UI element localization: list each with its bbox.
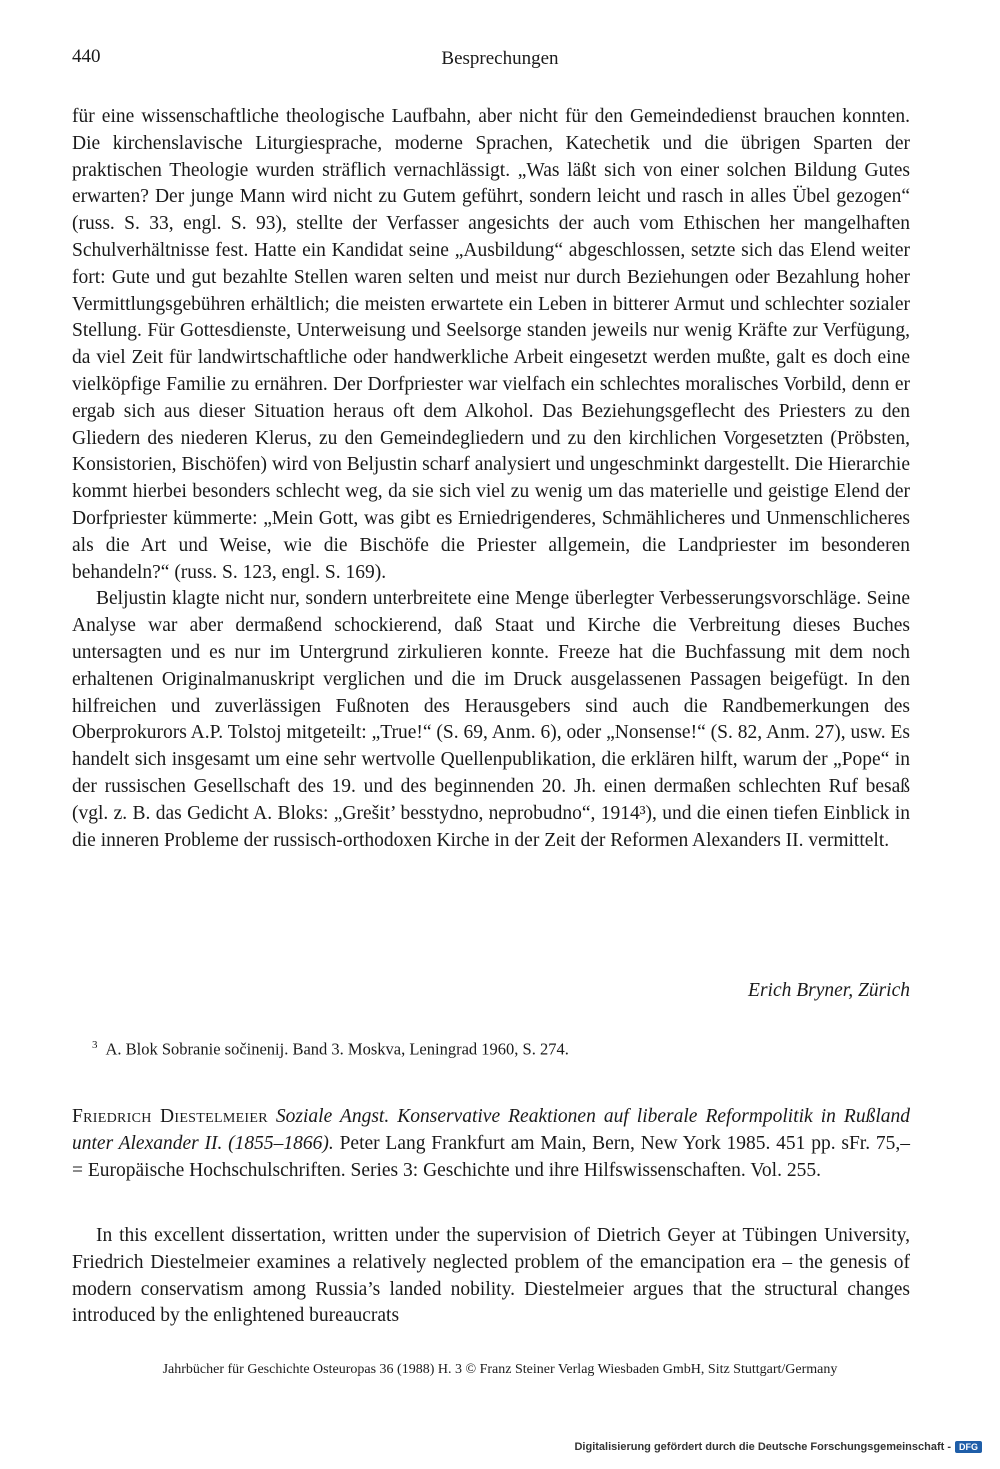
footnote <box>92 1039 569 1060</box>
running-head: Besprechungen <box>441 48 559 69</box>
review-body <box>72 104 910 854</box>
footnote-marker: 3 <box>92 1039 98 1051</box>
footnote-text: A. Blok Sobranie sočinenij. Band 3. Moskva, Leningrad 1960, S. 274. <box>105 1039 569 1059</box>
book-title: Soziale Angst. Konservative Reaktionen auf liberale Reformpolitik in Rußland unter Alexander II. (1855–1866). <box>72 1106 910 1154</box>
bibliographic-entry <box>72 1104 910 1184</box>
review-paragraph: In this excellent dissertation, written under the supervision of Dietrich Geyer at Tübingen University, Friedrich Diestelmeier examines a relatively neglected problem of the emancipation era – the genesis of modern conservatism among Russia’s landed nobility. Diestelmeier argues that the structural changes introduced by the enlightened bureaucrats <box>72 1225 910 1327</box>
dfg-note: Digitalisierung gefördert durch die Deutsche Forschungsgemeinschaft - <box>574 1441 951 1453</box>
book-details: Peter Lang Frankfurt am Main, Bern, New York 1985. 451 pp. sFr. 75,– = Europäische Hochschulschriften. Series 3: Geschichte und ihre Hilfswissenschaften. Vol. 255. <box>72 1132 911 1181</box>
second-review-body <box>72 1223 910 1330</box>
reviewer-signature: Erich Bryner, Zürich <box>748 980 910 1001</box>
dfg-logo-icon: DFG <box>955 1441 982 1453</box>
book-author: Friedrich Diestelmeier <box>72 1106 268 1127</box>
journal-footer: Jahrbücher für Geschichte Osteuropas 36 (1988) H. 3 © Franz Steiner Verlag Wiesbaden GmbH, Sitz Stuttgart/Germany <box>162 1362 838 1377</box>
page-number: 440 <box>72 46 101 67</box>
review-paragraph: Beljustin klagte nicht nur, sondern unterbreitete eine Menge überlegter Verbesserungsvorschläge. Seine Analyse war aber dermaßend schockierend, daß Staat und Kirche die Verbreitung dieses Buches untersagten und es nur im Untergrund zirkulieren konnte. Freeze hat die Buchfassung mit dem noch erhaltenen Originalmanuskript verglichen und die im Druck ausgelassenen Passagen beigefügt. In den hilfreichen und zuverlässigen Fußnoten des Herausgebers sind auch die Randbemerkungen des Oberprokurors A.P. Tolstoj mitgeteilt: „True!“ (S. 69, Anm. 6), oder „Nonsense!“ (S. 82, Anm. 27), usw. Es handelt sich insgesamt um eine sehr wertvolle Quellenpublikation, die erklären hilft, warum der „Pope“ in der russischen Gesellschaft des 19. und des beginnenden 20. Jh. einen dermaßen schlechten Ruf besaß (vgl. z. B. das Gedicht A. Bloks: „Grešit’ besstydno, neprobudno“, 1914³), und die einen tiefen Einblick in die inneren Probleme der russisch-orthodoxen Kirche in der Zeit der Reformen Alexanders II. vermittelt. <box>72 588 910 851</box>
dfg-credit <box>574 1441 982 1453</box>
review-paragraph: für eine wissenschaftliche theologische Laufbahn, aber nicht für den Gemeindedienst brauchen konnten. Die kirchenslavische Liturgiesprache, moderne Sprachen, Katechetik und die übrigen Sparten der praktischen Theologie wurden sträflich vernachlässigt. „Was läßt sich von einer solchen Bildung Gutes erwarten? Der junge Mann wird nicht zu Gutem geführt, sondern leicht und rasch in alles Übel gezogen“ (russ. S. 33, engl. S. 93), stellte der Verfasser angesichts der auch vom Ethischen her mangelhaften Schulverhältnisse fest. Hatte ein Kandidat seine „Ausbildung“ abgeschlossen, setzte sich das Elend weiter fort: Gute und gut bezahlte Stellen waren selten und meist nur durch Beziehungen oder Bezahlung hoher Vermittlungsgebühren erhältlich; die meisten erwartete ein Leben in bitterer Armut und schlechter sozialer Stellung. Für Gottesdienste, Unterweisung und Seelsorge standen jeweils nur wenig Kräfte zur Verfügung, da viel Zeit für landwirtschaftliche oder handwerkliche Arbeit eingesetzt werden mußte, galt es doch eine vielköpfige Familie zu ernähren. Der Dorfpriester war vielfach ein schlechtes moralisches Vorbild, denn er ergab sich aus dieser Situation heraus oft dem Alkohol. Das Beziehungsgeflecht des Priesters zu den Gliedern des niederen Klerus, zu den Gemeindegliedern und zu den kirchlichen Vorgesetzten (Pröbsten, Konsistorien, Bischöfen) wird von Beljustin scharf analysiert und ungeschminkt dargestellt. Die Hierarchie kommt hierbei besonders schlecht weg, da sie sich viel zu wenig um das materielle und geistige Elend der Dorfpriester kümmerte: „Mein Gott, was gibt es Erniedrigenderes, Schmählicheres und Unmenschlicheres als die Art und Weise, wie die Bischöfe die Priester allgemein, die Landpriester im besonderen behandeln?“ (russ. S. 123, engl. S. 169). <box>72 106 910 583</box>
